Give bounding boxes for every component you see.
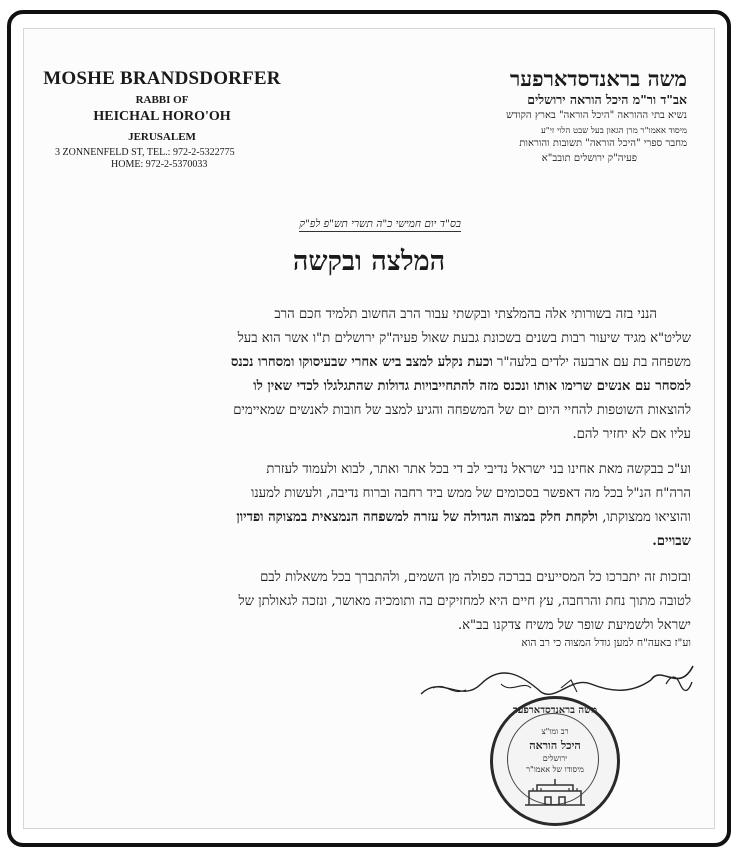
letterhead-home-phone: HOME: 972-2-5370033 <box>111 159 208 170</box>
letter-title: המלצה ובקשה <box>292 246 446 277</box>
letterhead-name-en: MOSHE BRANDSDORFER <box>43 68 281 89</box>
body-line-mixed <box>231 356 691 369</box>
closing-note: וע"ז באעה"ח למען גודל המצוה כי רב הוא <box>521 637 691 649</box>
stamp-text: משה בראנדסדארפער <box>512 705 598 716</box>
body-line: עליו אם לא יחזיר להם. <box>572 427 691 442</box>
letterhead-city-en: JERUSALEM <box>128 131 196 143</box>
body-line: הרה"ח הנ"ל בכל מה דאפשר בסכומים של ממש ביד רחבה וברוח נדיבה, ולעשות למענו <box>251 486 691 501</box>
stamp-text: רב ומו"צ <box>541 727 569 736</box>
letterhead-line4-he: מחבר ספרי "היכל הוראה" תשובות והוראות <box>519 138 687 149</box>
date-line: בס"ד יום חמישי כ"ה תשרי תש"פ לפ"ק <box>299 218 461 230</box>
stamp-text: ירושלים <box>542 754 568 763</box>
body-line: להוצאות השוטפות להחיי היום יום של המשפחה והגיע למצב של חובות לאנשים שמאיימים <box>233 403 691 418</box>
body-line: ובזכות זה יתברכו כל המסייעים בברכה כפולה מן השמים, ולהתברך בכל משאלות לבם <box>260 570 691 585</box>
body-text: משפחה בת עם ארבעה ילדים בלעה"ר <box>496 355 691 370</box>
stamp-text: היכל הוראה <box>529 739 581 752</box>
letterhead-institution-en: HEICHAL HORO'OH <box>93 109 231 124</box>
letterhead-rabbi-of: RABBI OF <box>135 94 189 106</box>
body-text: והוציאו ממצוקתו, <box>598 510 691 525</box>
body-line: וע"כ בבקשה מאת אחינו בני ישראל נדיבי לב די בכל אתר ואתר, לבוא ולעמוד לעזרת <box>266 462 691 477</box>
body-line-bold: למסחר עם אנשים שרימו אותו ונכנס מזה להתחייבויות גדולות שהתגלגלו לכדי שאין לו <box>253 379 691 394</box>
body-line-mixed <box>236 511 691 524</box>
body-text-bold: ולקחת חלק במצוה הגדולה של עזרה למשפחה הנמצאית במצוקה ופדיון <box>236 510 599 525</box>
letterhead-address: 3 ZONNENFELD ST, TEL.: 972-2-5322775 <box>55 147 235 158</box>
letterhead-line2-he: נשיא בתי ההוראה "היכל הוראה" בארץ הקודש <box>506 110 687 121</box>
body-line: הנני בזה בשורותי אלה בהמלצתי ובקשתי עבור הרב החשוב תלמיד חכם הרב <box>274 307 657 322</box>
stamp-building-icon <box>523 777 587 807</box>
document-frame <box>7 10 731 847</box>
body-line-bold: שבויים. <box>652 534 691 549</box>
body-line: ישראל ולשמיעת שופר של משיח צדקנו בב"א. <box>457 618 691 633</box>
body-line: שליט"א מגיד שיעור רבות בשנים בשכונת גבעת שאול פעיה"ק ירושלים ת"ו אשר הוא בעל <box>237 331 691 346</box>
body-text-bold: וכעת נקלע למצב ביש אחרי שבעיסוקו ומסחרו נכנס <box>230 355 493 370</box>
letterhead-line3-he: מיסוד אאמו"ר מרן הגאון בעל שבט הלוי זי"ע <box>540 126 687 136</box>
letterhead-title-he: אב"ד ור"מ היכל הוראה ירושלים <box>527 92 687 107</box>
letterhead-name-he: משה בראנדסדארפער <box>509 66 687 91</box>
rabbinical-stamp <box>490 696 620 826</box>
stamp-text: מיסודו של אאמו"ר <box>526 765 584 774</box>
body-line: לטובה מתוך נחת והרחבה, עץ חיים היא למחזיקים בה ותומכיה מאושר, ונזכה לגאולתן של <box>238 594 691 609</box>
letterhead-line5-he: פעיה"ק ירושלים תובב"א <box>541 153 637 164</box>
